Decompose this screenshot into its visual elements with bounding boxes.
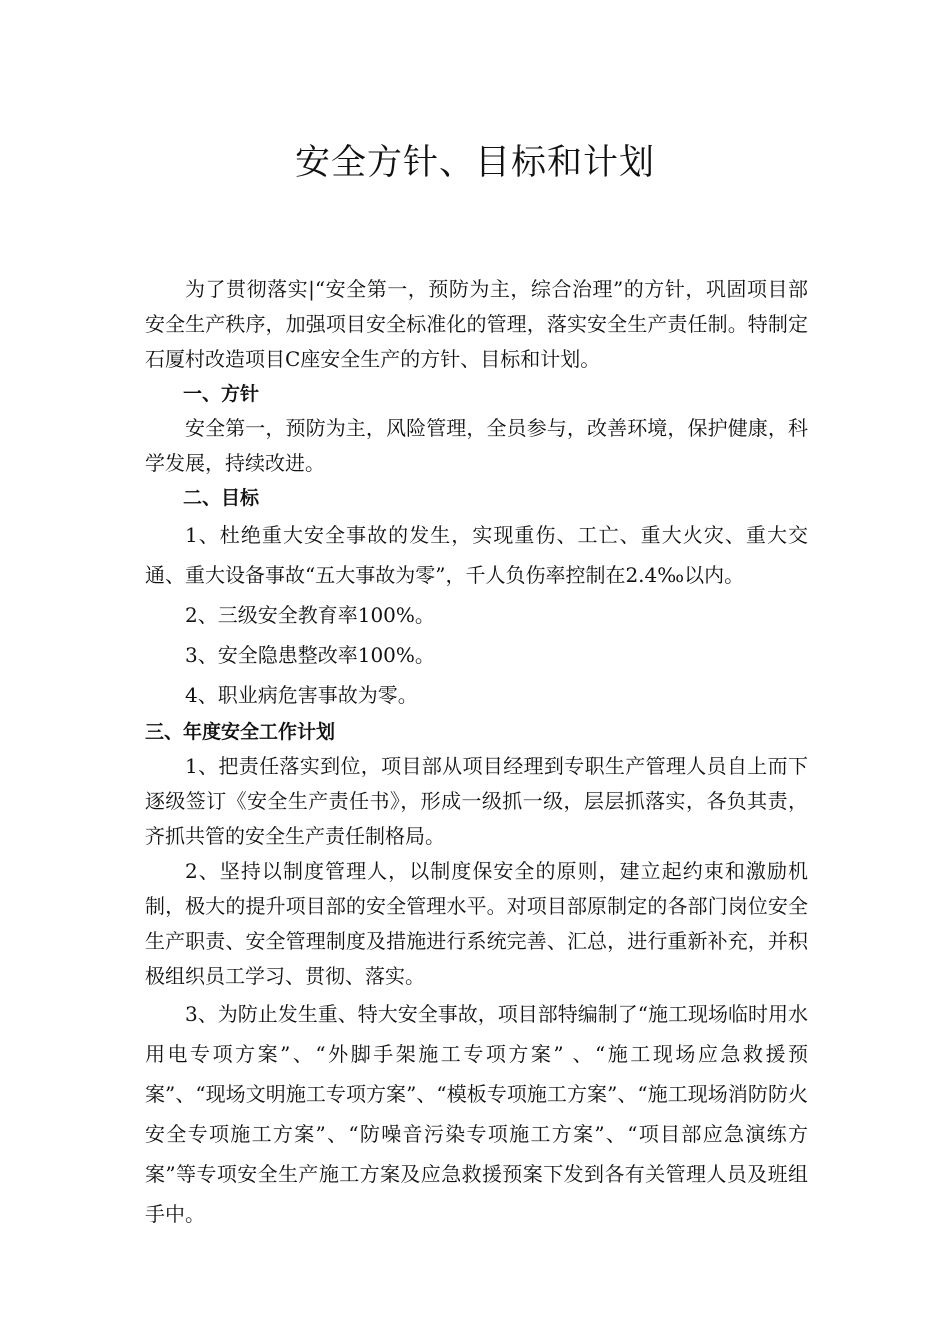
- document-body: [145, 272, 808, 1234]
- plan-item-1: 1、把责任落实到位，项目部从项目经理到专职生产管理人员自上而下逐级签订《安全生产责任书》，形成一级抓一级，层层抓落实，各负其责，齐抓共管的安全生产责任制格局。: [145, 754, 808, 848]
- goal-item-4: 4、职业病危害事故为零。: [185, 683, 418, 707]
- plan-item-2: 2、坚持以制度管理人，以制度保安全的原则，建立起约束和激励机制，极大的提升项目部的安全管理水平。对项目部原制定的各部门岗位安全生产职责、安全管理制度及措施进行系统完善、汇总，进行重新补充，并积极组织员工学习、贯彻、落实。: [145, 859, 808, 988]
- section-2-heading: 二、目标: [183, 487, 260, 509]
- goal-item-1: 1、杜绝重大安全事故的发生，实现重伤、工亡、重大火灾、重大交通、重大设备事故“五大事故为零”，千人负伤率控制在2.4‰以内。: [145, 523, 808, 587]
- section-1-heading: 一、方针: [183, 383, 260, 405]
- goal-item-2: 2、三级安全教育率100%。: [185, 603, 435, 627]
- section-1-text: 安全第一，预防为主，风险管理，全员参与，改善环境，保护健康，科学发展，持续改进。: [145, 416, 808, 475]
- goal-item-3: 3、安全隐患整改率100%。: [185, 643, 435, 667]
- page-title: 安全方针、目标和计划: [294, 143, 655, 183]
- section-3-heading: 三、年度安全工作计划: [145, 721, 336, 743]
- plan-item-3: 3、为防止发生重、特大安全事故，项目部特编制了“施工现场临时用水用电专项方案”、“外脚手架施工专项方案” 、“施工现场应急救援预案”、“现场文明施工专项方案”、“模板专项施工方案”、“施工现场消防防火安全专项施工方案”、“防噪音污染专项施工方案”、“项目部应急演练方案”等专项安全生产施工方案及应急救援预案下发到各有关管理人员及班组手中。: [145, 1002, 808, 1226]
- intro-paragraph: 为了贯彻落实|“安全第一，预防为主，综合治理”的方针，巩固项目部安全生产秩序，加强项目安全标准化的管理，落实安全生产责任制。特制定石厦村改造项目C座安全生产的方针、目标和计划。: [145, 277, 808, 371]
